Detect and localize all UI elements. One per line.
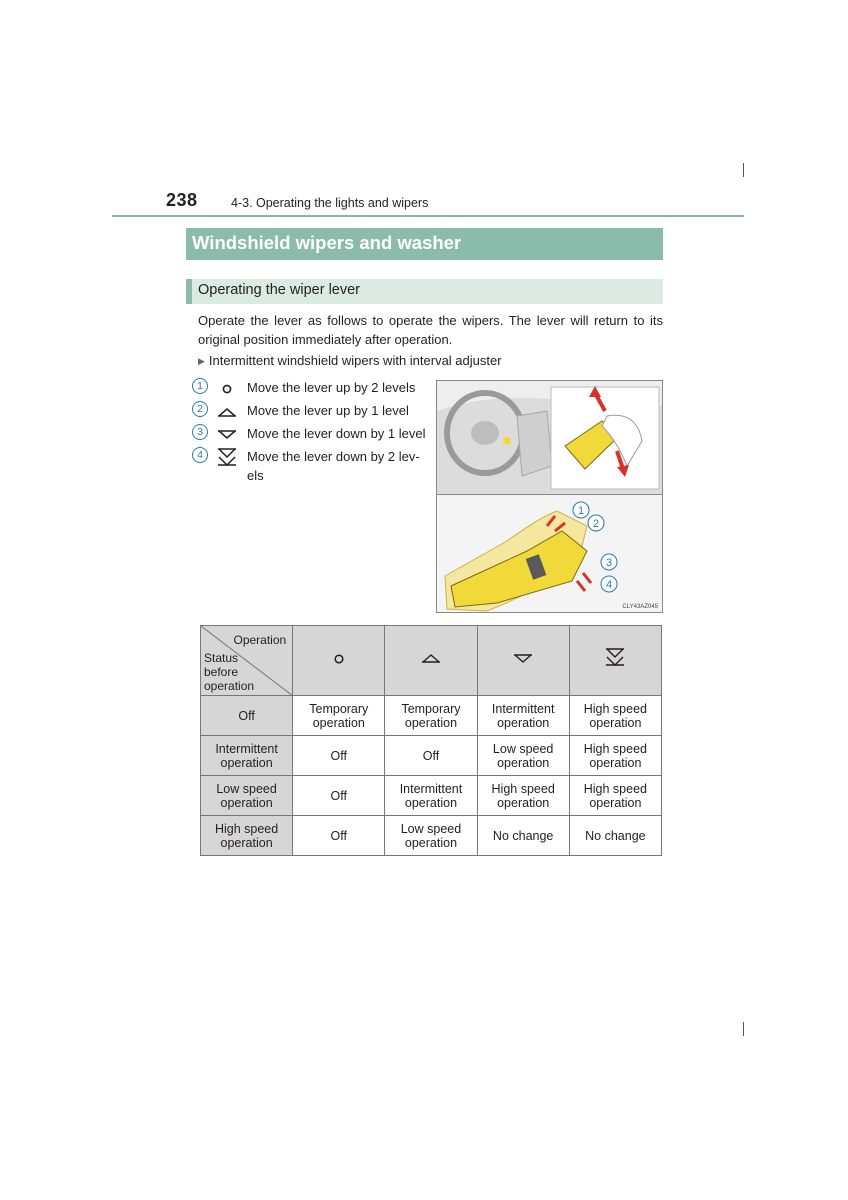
title-bar	[186, 228, 663, 260]
table-cell: Temporary operation	[293, 696, 385, 736]
table-cell: High speed operation	[569, 736, 661, 776]
step-number: 4	[192, 447, 208, 463]
callout-3: 3	[605, 557, 613, 569]
triangle-up-icon	[214, 400, 238, 424]
step-text: Move the lever up by 2 levels	[247, 380, 416, 395]
illustration-code: CLY43AZ045	[622, 604, 658, 610]
subtitle-bar	[186, 279, 663, 304]
table-corner-cell	[201, 626, 293, 696]
crop-mark-bottom	[743, 1022, 744, 1036]
corner-operation-label: Operation	[233, 633, 287, 647]
table-row	[201, 816, 662, 856]
row-status: Intermittent operation	[201, 736, 293, 776]
table-cell: Temporary operation	[385, 696, 477, 736]
section-title: 4-3. Operating the lights and wipers	[231, 196, 429, 210]
double-triangle-down-icon	[214, 446, 238, 476]
triangle-down-icon	[214, 423, 238, 447]
corner-status-label: Status before operation	[204, 651, 255, 693]
page-header	[112, 190, 744, 218]
table-cell: Off	[293, 736, 385, 776]
wiper-lever-illustration	[436, 380, 663, 613]
table-cell: No change	[477, 816, 569, 856]
crop-mark-top	[743, 163, 744, 177]
column-header-triangle-up	[385, 626, 477, 696]
step-text: Move the lever up by 1 level	[247, 403, 409, 418]
table-cell: Low speed operation	[477, 736, 569, 776]
callout-1: 1	[577, 505, 585, 517]
table-cell: Off	[293, 816, 385, 856]
subtitle-accent	[186, 279, 192, 304]
table-cell: Low speed operation	[385, 816, 477, 856]
step-text: Move the lever down by 1 level	[247, 426, 426, 441]
header-rule	[112, 215, 744, 217]
table-row	[201, 736, 662, 776]
table-cell: Off	[293, 776, 385, 816]
page-number: 238	[166, 190, 198, 210]
table-cell: Off	[385, 736, 477, 776]
bullet-item	[198, 353, 502, 368]
triangle-up-icon	[419, 647, 443, 671]
callout-4: 4	[605, 579, 613, 591]
callout-2: 2	[592, 518, 600, 530]
circle-icon	[327, 647, 351, 671]
triangle-down-icon	[511, 647, 535, 671]
double-triangle-down-icon	[603, 646, 627, 672]
table-row	[201, 696, 662, 736]
step-text: Move the lever down by 2 lev-els	[247, 449, 420, 483]
column-header-triangle-down	[477, 626, 569, 696]
table-cell: High speed operation	[477, 776, 569, 816]
row-status: Low speed operation	[201, 776, 293, 816]
step-number: 1	[192, 378, 208, 394]
illustration-graphic	[437, 381, 663, 613]
circle-icon	[214, 377, 238, 401]
column-header-circle	[293, 626, 385, 696]
step-number: 2	[192, 401, 208, 417]
intro-paragraph: Operate the lever as follows to operate the wipers. The lever will return to its original position immediately after operation.	[198, 313, 663, 347]
table-cell: Intermittent operation	[477, 696, 569, 736]
bullet-triangle-icon: ▶	[198, 356, 205, 366]
table-row	[201, 776, 662, 816]
table-cell: High speed operation	[569, 696, 661, 736]
table-cell: Intermittent operation	[385, 776, 477, 816]
row-status: High speed operation	[201, 816, 293, 856]
bullet-text: Intermittent windshield wipers with interval adjuster	[208, 353, 502, 368]
column-header-double-triangle-down	[569, 626, 661, 696]
row-status: Off	[201, 696, 293, 736]
table-cell: No change	[569, 816, 661, 856]
step-number: 3	[192, 424, 208, 440]
subtitle: Operating the wiper lever	[198, 282, 360, 298]
table-header-row	[201, 626, 662, 696]
page-title: Windshield wipers and washer	[192, 232, 462, 253]
table-cell: High speed operation	[569, 776, 661, 816]
operation-table	[200, 625, 662, 856]
